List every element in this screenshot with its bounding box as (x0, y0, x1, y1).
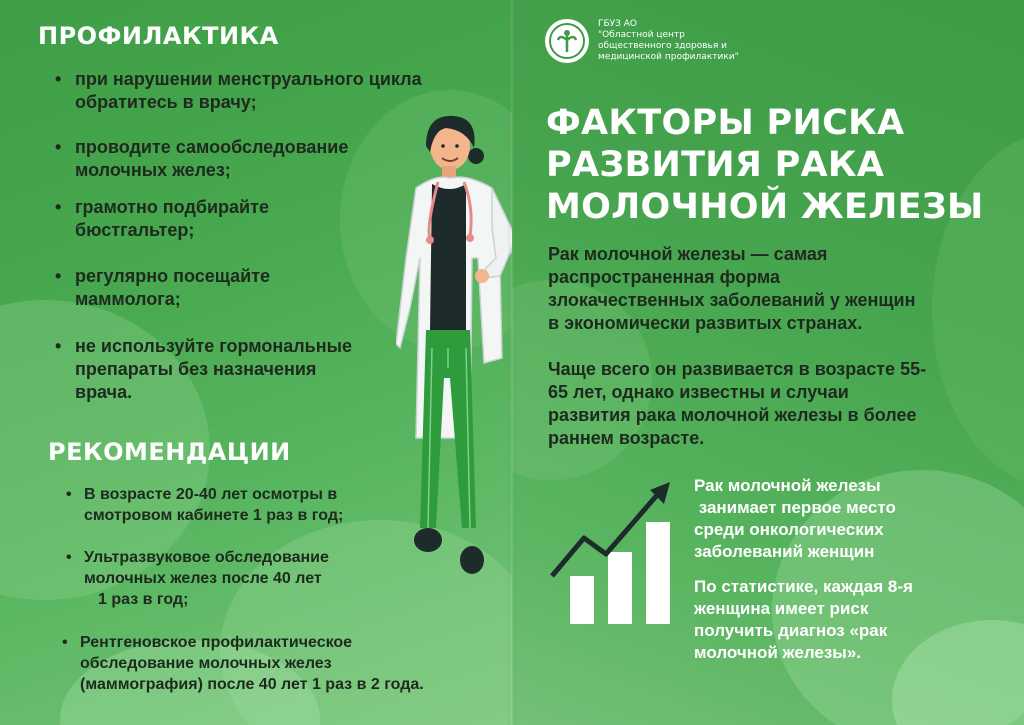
recommendations-title: РЕКОМЕНДАЦИИ (48, 438, 291, 466)
list-item: • регулярно посещайте маммолога; (55, 265, 495, 311)
list-item: • грамотно подбирайте бюстгальтер; (55, 196, 495, 242)
chart-bar (646, 522, 670, 624)
hair-bun (468, 148, 484, 164)
logo-emblem (544, 18, 590, 64)
intro-paragraph: Рак молочной железы — самая распространенная форма злокачественных заболеваний у женщин в экономически развитых странах. (548, 244, 916, 333)
growth-chart-icon (546, 478, 686, 628)
page-fold (508, 0, 516, 725)
organization-name: ГБУЗ АО "Областной центр общественного здоровья и медицинской профилактики" (598, 19, 739, 62)
age-paragraph: Чаще всего он развивается в возрасте 55- 65 лет, однако известны и случаи развития рака молочной железы в более раннем возрасте. (548, 359, 927, 448)
shirt (430, 184, 466, 330)
shoe (414, 528, 442, 552)
list-item: • проводите самообследование молочных желез; (55, 136, 495, 182)
list-item: • Рентгеновское профилактическое обследование молочных желез (маммография) после 40 лет 1 раз в 2 года. (62, 632, 507, 695)
list-item: • В возрасте 20-40 лет осмотры в смотровом кабинете 1 раз в год; (66, 484, 496, 526)
list-item: • Ультразвуковое обследование молочных желез после 40 лет 1 раз в год; (66, 547, 496, 610)
fact-statistics: По статистике, каждая 8-я женщина имеет риск получить диагноз «рак молочной железы». (694, 577, 913, 662)
list-item: • при нарушении менструального цикла обратитесь в врачу; (55, 68, 495, 114)
chart-bar (570, 576, 594, 624)
organization-logo (544, 18, 739, 64)
list-item: • не используйте гормональные препараты без назначения врача. (55, 335, 495, 404)
chart-bar (608, 552, 632, 624)
fact-first-place: Рак молочной железы занимает первое место среди онкологических заболеваний женщин (694, 476, 896, 561)
prevention-title: ПРОФИЛАКТИКА (38, 22, 279, 50)
main-title: ФАКТОРЫ РИСКА РАЗВИТИЯ РАКА МОЛОЧНОЙ ЖЕЛЕЗЫ (546, 103, 984, 227)
doctor-illustration (396, 108, 512, 578)
shoe (460, 546, 484, 574)
right-panel (512, 0, 1024, 725)
